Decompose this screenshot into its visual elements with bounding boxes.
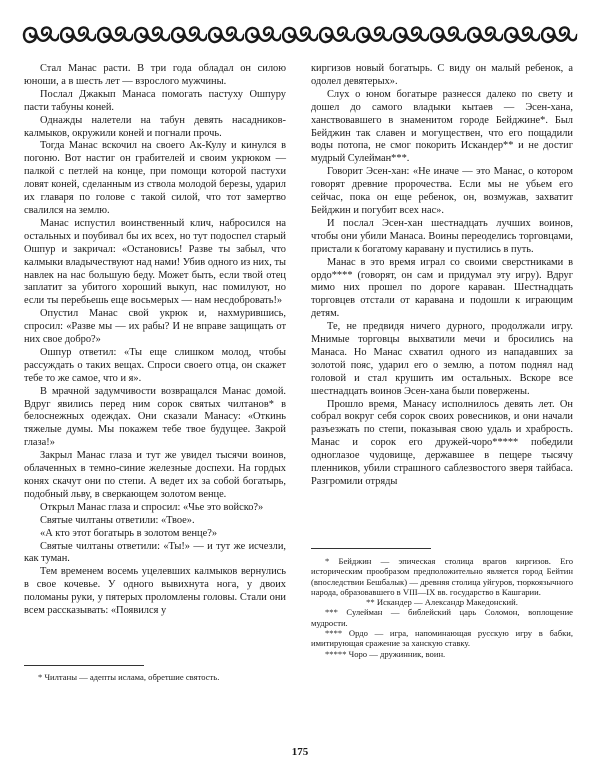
decorative-ornament-border bbox=[22, 22, 578, 48]
page-number: 175 bbox=[291, 746, 309, 758]
paragraph: Говорит Эсен-хан: «Не иначе — это Манас, о котором говорят древние пророчества. Если мы не убьем его сейчас, пока он еще ребенок, он, возмужав, захватит Бейджин и погубит всех нас». bbox=[311, 166, 573, 216]
paragraph: Тогда Манас вскочил на своего Ак-Кулу и кинулся в погоню. Вот настиг он грабителей и своим укрюком — палкой с петлей на конце, при помощи которой пастухи ловят коней, сделанным из ствола молодой березы, ударил их главаря по голове с такой силой, что тот замертво свалился на землю. bbox=[24, 140, 286, 216]
paragraph: Святые чилтаны ответили: «Твое». bbox=[40, 514, 195, 526]
right-column bbox=[311, 63, 573, 489]
paragraph: Прошло время, Манасу исполнилось девять лет. Он собрал вокруг себя сорок своих ровесников, и они начали разъезжать по степи, показывая свою удаль и храбрость. Манас и сорок его дружей-чоро***** победили одноглазое чудовище, державшее в пещере тысячу пленников, убили страшного саблезвостого зверя тайбаса. Разгромили отряды bbox=[311, 398, 573, 487]
paragraph: киргизов новый богатырь. С виду он малый ребенок, а одолел девятерых». bbox=[311, 63, 573, 87]
paragraph: Те, не предвидя ничего дурного, продолжали игру. Мнимые торговцы выхватили мечи и бросились на Манаса. Но Манас схватил одного из нападавших за золотой пояс, ударил его о землю, а потом поднял над головой и стал крушить им остальных. Вскоре все шестнадцать воинов Эсен-хана были повержены. bbox=[311, 321, 573, 397]
footnotes-right bbox=[311, 556, 573, 659]
paragraph: И послал Эсен-хан шестнадцать лучших воинов, чтобы они убили Манаса. Воины переоделись торговцами, пристали к богатому каравану и пустились в путь. bbox=[311, 217, 573, 255]
footnote: ***** Чоро — дружинник, воин. bbox=[325, 648, 446, 659]
paragraph: Манас испустил воинственный клич, набросился на остальных и поубивал бы их всех, но тут подоспел старый Ошпур и закричал: «Остановись! Разве ты забыл, что калмыки владычествуют над нами! Убив одного из них, ты навлек на нас большую беду. Может быть, если твой отец заплатит за убитого хороший выкуп, нас помилуют, но если ты перебьешь еще восьмерых — нам несдобровать!» bbox=[24, 217, 286, 307]
footnote-divider bbox=[311, 548, 431, 549]
paragraph: Ошпур ответил: «Ты еще слишком молод, чтобы рассуждать о таких вещах. Спроси своего отца, он скажет тебе то же самое, что и я». bbox=[24, 346, 286, 384]
footnote: * Бейджин — эпическая столица врагов киргизов. Его историческим прообразом предположительно является город Бейтин (впоследствии Бешбалык) — древняя столица уйгуров, тюркоязычного народа, образовавшего в VIII—IX вв. государство в Кашгарии. bbox=[311, 556, 573, 597]
footnote: *** Сулейман — библейский царь Соломон, воплощение мудрости. bbox=[311, 607, 573, 628]
paragraph: В мрачной задумчивости возвращался Манас домой. Вдруг явились перед ним сорок святых чилтанов* в белоснежных одеждах. Они сказали Манасу: «Откинь тяжелые думы. Мы покажем тебе твое будущее. Закрой глаза!» bbox=[24, 385, 286, 449]
paragraph: Стал Манас расти. В три года обладал он силою юноши, а в шесть лет — взрослого мужчины. bbox=[24, 63, 286, 87]
paragraph: Открыл Манас глаза и спросил: «Чье это войско?» bbox=[40, 501, 264, 513]
footnote: **** Ордо — игра, напоминающая русскую игру в бабки, имитирующая сражение за ханскую ставку. bbox=[311, 628, 573, 649]
left-column bbox=[24, 63, 286, 618]
footnotes-left bbox=[24, 672, 286, 682]
paragraph: Манас в это время играл со своими сверстниками в ордо**** (говорят, он сам и придумал эту игру). Вдруг мимо них прошел по дороге караван. Шестнадцать торговцев отстали от каравана и подошли к играющим детям. bbox=[311, 256, 573, 320]
paragraph: Однажды налетели на табун девять насадников-калмыков, окружили коней и погнали прочь. bbox=[24, 114, 286, 139]
paragraph: Святые чилтаны ответили: «Ты!» — и тут же исчезли, как туман. bbox=[24, 540, 286, 565]
footnote: * Чилтаны — адепты ислама, обретшие святость. bbox=[38, 672, 220, 682]
footnote: ** Искандер — Александр Македонский. bbox=[366, 597, 518, 608]
paragraph: Опустил Манас свой укрюк и, нахмурившись, спросил: «Разве мы — их рабы? И не вправе защищать от них свое добро?» bbox=[24, 308, 286, 346]
paragraph: «А кто этот богатырь в золотом венце?» bbox=[40, 527, 218, 539]
paragraph: Послал Джакып Манаса помогать пастуху Ошпуру пасти табуны коней. bbox=[24, 88, 286, 113]
paragraph: Закрыл Манас глаза и тут же увидел тысячи воинов, облаченных в темно-синие железные доспехи. На гордых конях скачут они по степи. А ведет их за собой богатырь, подобный льву, в сверкающем золотом венце. bbox=[24, 450, 286, 500]
paragraph: Тем временем восемь уцелевших калмыков вернулись в свое кочевье. У одного вывихнута нога, у двоих поломаны руки, у пятерых проломлены головы. Стали они всем рассказывать: «Появился у bbox=[24, 566, 286, 617]
footnote-divider bbox=[24, 665, 144, 666]
paragraph: Слух о юном богатыре разнесся далеко по свету и дошел до самого владыки кытаев — Эсен-хана, ханствовавшего в знаменитом городе Бейджине*. Был Бейджин так славен и могуществен, что его пощадили воды потопа, не смог покорить Искандер** и не достиг мудрый Сулейман***. bbox=[311, 88, 573, 165]
